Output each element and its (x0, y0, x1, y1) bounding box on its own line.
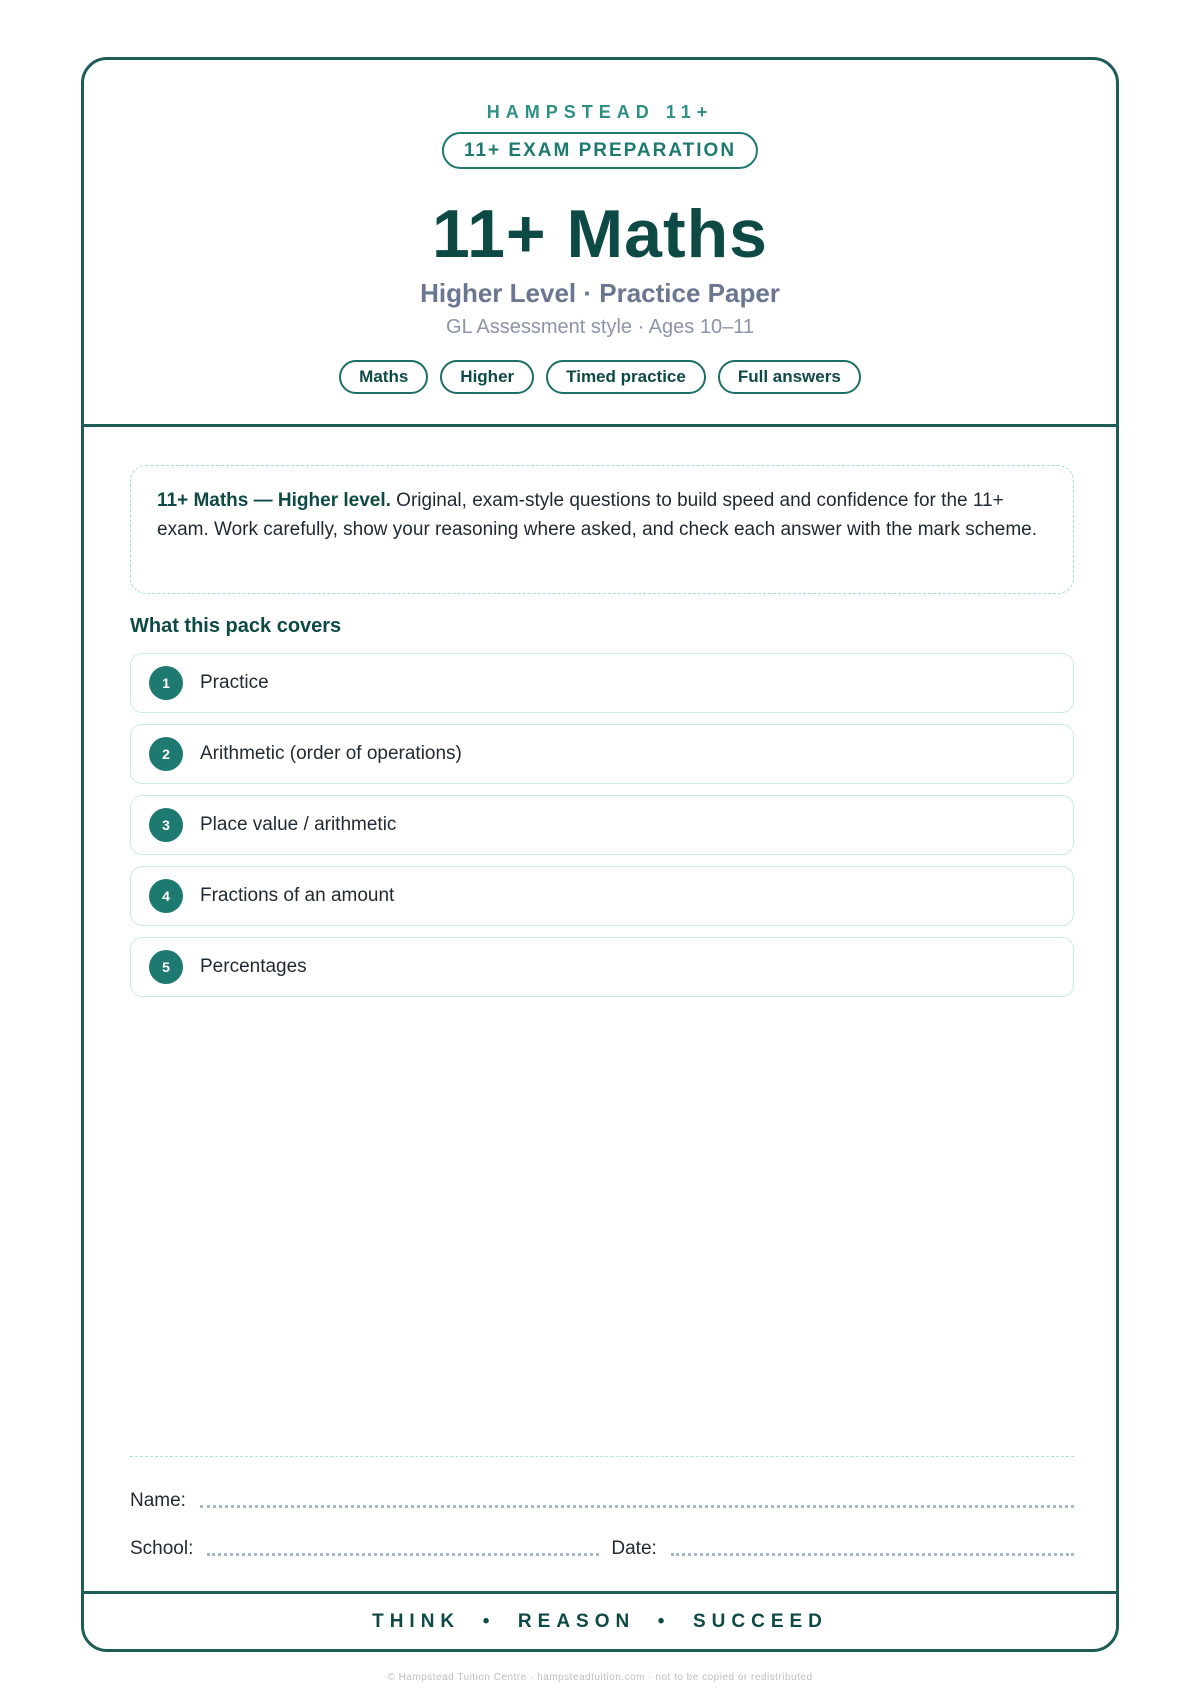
brand-name: HAMPSTEAD 11+ (486, 102, 714, 122)
item-label: Place value / arithmetic (200, 814, 397, 835)
intro-body: Original, exam-style questions to build speed and confidence for the 11+ exam. Work carefully, show your reasoning where asked, and check each answer with the mark scheme. (157, 490, 1038, 540)
tag-maths: Maths (339, 360, 428, 394)
item-number-badge: 4 (149, 879, 183, 913)
date-label: Date: (611, 1538, 657, 1559)
item-number-badge: 3 (149, 808, 183, 842)
item-label: Percentages (200, 956, 307, 977)
school-label: School: (130, 1538, 194, 1559)
school-write-line[interactable] (207, 1553, 599, 1556)
list-item (130, 866, 1074, 926)
name-field-row (130, 1490, 1074, 1512)
tag-list (84, 360, 1116, 394)
tag-timed-practice: Timed practice (546, 360, 706, 394)
assessment-meta: GL Assessment style · Ages 10–11 (446, 316, 754, 338)
covers-list (130, 653, 1074, 1008)
practice-paper-cover (81, 57, 1119, 1652)
date-write-line[interactable] (671, 1553, 1074, 1556)
intro-lead: 11+ Maths — Higher level. (157, 490, 391, 511)
list-item (130, 937, 1074, 997)
list-item (130, 795, 1074, 855)
section-divider (130, 1456, 1074, 1457)
page-title: 11+ Maths (432, 196, 768, 272)
item-label: Practice (200, 672, 269, 693)
covers-heading: What this pack covers (130, 615, 342, 637)
page-subtitle: Higher Level · Practice Paper (420, 278, 780, 308)
name-label: Name: (130, 1490, 186, 1511)
cover-header (84, 60, 1116, 427)
list-item (130, 653, 1074, 713)
list-item (130, 724, 1074, 784)
item-number-badge: 2 (149, 737, 183, 771)
name-write-line[interactable] (200, 1505, 1074, 1508)
item-label: Fractions of an amount (200, 885, 395, 906)
footer-tagline: THINK • REASON • SUCCEED (84, 1591, 1116, 1649)
tag-higher: Higher (440, 360, 534, 394)
school-date-field-row (130, 1538, 1074, 1560)
copyright-notice: © Hampstead Tuition Centre · hampsteadtuition.com · not to be copied or redistributed (387, 1672, 813, 1683)
exam-prep-badge: 11+ EXAM PREPARATION (442, 132, 758, 169)
intro-box (130, 465, 1074, 594)
item-number-badge: 5 (149, 950, 183, 984)
tag-full-answers: Full answers (718, 360, 861, 394)
item-label: Arithmetic (order of operations) (200, 743, 462, 764)
item-number-badge: 1 (149, 666, 183, 700)
